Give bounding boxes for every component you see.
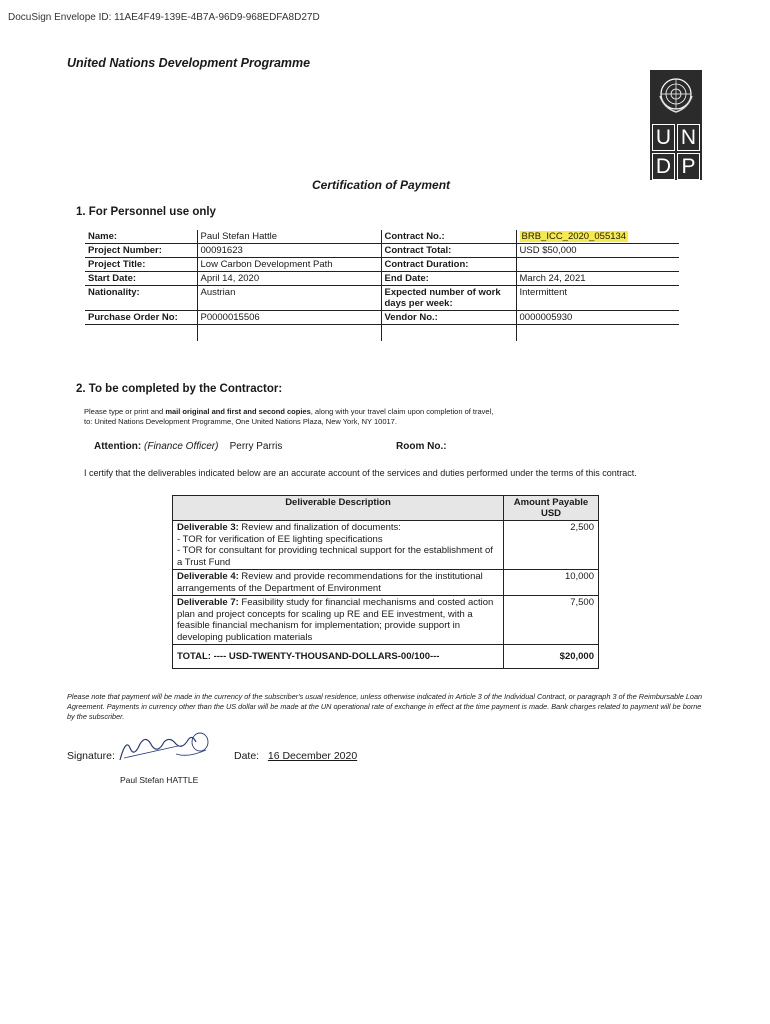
- signature-date: Date: 16 December 2020: [234, 750, 358, 762]
- field-label: Name:: [85, 230, 197, 244]
- handwritten-signature: [116, 728, 216, 768]
- column-header-description: Deliverable Description: [173, 496, 504, 521]
- field-label: Start Date:: [85, 272, 197, 286]
- field-value: 0000005930: [516, 311, 679, 325]
- field-value: [516, 258, 679, 272]
- undp-logo: [650, 70, 702, 180]
- personnel-row: [85, 311, 679, 325]
- deliverable-amount: 7,500: [504, 596, 599, 645]
- personnel-row: [85, 272, 679, 286]
- document-title: Certification of Payment: [312, 178, 451, 192]
- field-value: March 24, 2021: [516, 272, 679, 286]
- logo-letter: U: [652, 124, 675, 151]
- field-label: Vendor No.:: [381, 311, 516, 325]
- deliverable-description: Deliverable 4: Review and provide recommendations for the institutional arrangements of the Department of Environment: [173, 570, 504, 596]
- field-label: Expected number of work days per week:: [381, 286, 516, 311]
- deliverables-table: [172, 495, 599, 669]
- field-value: [516, 230, 679, 244]
- personnel-table: [85, 230, 679, 341]
- personnel-row: [85, 286, 679, 311]
- payment-note: Please note that payment will be made in the currency of the subscriber's usual residence, unless otherwise indicated in Article 3 of the Individual Contract, or paragraph 3 of the Reimbursable Loan Agreement. Payments in currency other than the US dollar will be made at the UN operational rate of exchange in effect at the time payment is made. Bank charges related to payment will be borne by the subscriber.: [67, 692, 703, 721]
- total-amount: $20,000: [504, 645, 599, 669]
- field-value: 00091623: [197, 244, 381, 258]
- attention-line: Attention: (Finance Officer) Perry Parris: [94, 441, 283, 452]
- deliverable-row: [173, 570, 599, 596]
- contract-number-highlight: BRB_ICC_2020_055134: [521, 231, 627, 242]
- docusign-envelope-id: DocuSign Envelope ID: 11AE4F49-139E-4B7A-96D9-968EDFA8D27D: [8, 12, 320, 23]
- section-1-heading: 1. For Personnel use only: [76, 206, 216, 218]
- personnel-row: [85, 244, 679, 258]
- field-value: USD $50,000: [516, 244, 679, 258]
- un-emblem-icon: [656, 74, 696, 114]
- deliverable-amount: 10,000: [504, 570, 599, 596]
- signature-label: Signature:: [67, 750, 115, 762]
- deliverable-amount: 2,500: [504, 521, 599, 570]
- field-value: Austrian: [197, 286, 381, 311]
- field-label: Contract No.:: [381, 230, 516, 244]
- personnel-row-empty: [85, 325, 679, 342]
- field-label: Purchase Order No:: [85, 311, 197, 325]
- logo-letter: D: [652, 153, 675, 180]
- field-value: P0000015506: [197, 311, 381, 325]
- column-header-amount: Amount Payable USD: [504, 496, 599, 521]
- field-value: Low Carbon Development Path: [197, 258, 381, 272]
- logo-letter: N: [677, 124, 700, 151]
- total-label: TOTAL: ---- USD-TWENTY-THOUSAND-DOLLARS-00/100---: [173, 645, 504, 669]
- deliverable-description: Deliverable 3: Review and finalization of documents: - TOR for verification of EE lighting specifications - TOR for consultant for providing technical support for the establishment of a Trust Fund: [173, 521, 504, 570]
- deliverable-description: Deliverable 7: Feasibility study for financial mechanisms and costed action plan and project concepts for scaling up RE and EE investment, with a feasible financial mechanism for implementation; provide support in developing publication materials: [173, 596, 504, 645]
- personnel-row: [85, 258, 679, 272]
- field-label: End Date:: [381, 272, 516, 286]
- total-row: [173, 645, 599, 669]
- field-value: Intermittent: [516, 286, 679, 311]
- field-label: Project Title:: [85, 258, 197, 272]
- certification-statement: I certify that the deliverables indicated below are an accurate account of the services and duties performed under the terms of this contract.: [84, 468, 637, 478]
- deliverable-row: [173, 596, 599, 645]
- logo-letter: P: [677, 153, 700, 180]
- mailing-instructions: Please type or print and mail original and first and second copies, along with your travel claim upon completion of travel, to: United Nations Development Programme, One United Nations Plaza, New York, NY 10017.: [84, 407, 494, 426]
- signatory-name: Paul Stefan HATTLE: [120, 775, 199, 785]
- field-value: Paul Stefan Hattle: [197, 230, 381, 244]
- section-2-heading: 2. To be completed by the Contractor:: [76, 383, 283, 395]
- deliverable-row: [173, 521, 599, 570]
- field-label: Nationality:: [85, 286, 197, 311]
- personnel-row: [85, 230, 679, 244]
- field-label: Contract Total:: [381, 244, 516, 258]
- field-label: Contract Duration:: [381, 258, 516, 272]
- organization-name: United Nations Development Programme: [67, 56, 311, 70]
- field-value: April 14, 2020: [197, 272, 381, 286]
- field-label: Project Number:: [85, 244, 197, 258]
- room-number-label: Room No.:: [396, 441, 447, 452]
